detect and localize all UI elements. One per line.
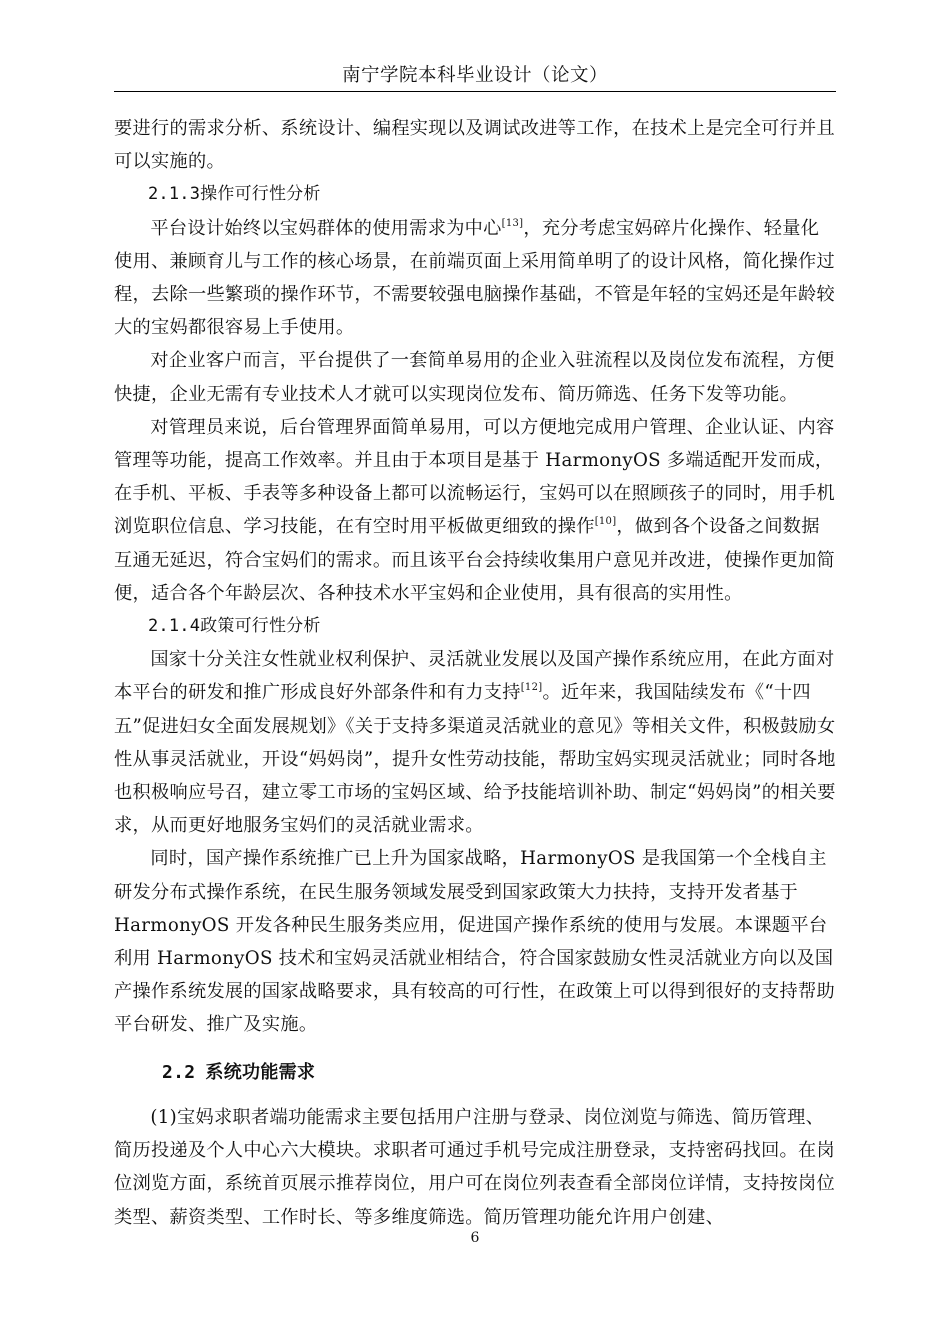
page-number: 6 — [470, 1230, 480, 1246]
paragraph-text: ，做到各个设备之间数据互通无延迟，符合宝妈们的需求。而且该平台会持续收集用户意见并改进，使操作更加简便，适合各个年龄层次、各种技术水平宝妈和企业使用，具有很高的实用性。 — [114, 516, 836, 604]
section-number: 2.2 — [162, 1061, 196, 1083]
paragraph-text: 对管理员来说，后台管理界面简单易用，可以方便地完成用户管理、企业认证、内容管理等功能，提高工作效率。并且由于本项目是基于 HarmonyOS 多端适配开发而成，在手机、平板、手表等多种设备上都可以流畅运行，宝妈可以在照顾孩子的同时，用手机浏览职位信息、学习技能，在有空时用平板做更细致的操作 — [114, 416, 836, 538]
section-heading-2-1-4: 2.1.4政策可行性分析 — [148, 616, 321, 637]
paragraph-harmonyos: 同时，国产操作系统推广已上升为国家战略，HarmonyOS 是我国第一个全栈自主研发分布式操作系统，在民生服务领域发展受到国家政策大力扶持，支持开发者基于 HarmonyOS 开发各种民生服务类应用，促进国产操作系统的使用与发展。本课题平台利用 HarmonyOS 技术和宝妈灵活就业相结合，符合国家鼓励女性灵活就业方向以及国产操作系统发展的国家战略要求，具有较高的可行性，在政策上可以得到很好的支持帮助平台研发、推广及实施。 — [114, 848, 836, 1036]
citation-ref-12: [12] — [520, 682, 543, 694]
paragraph-text: 。近年来，我国陆续发布《“十四五”促进妇女全面发展规划》《关于支持多渠道灵活就业的意见》等相关文件，积极鼓励女性从事灵活就业，开设“妈妈岗”，提升女性劳动技能，帮助宝妈实现灵活就业；同时各地也积极响应号召，建立零工市场的宝妈区域、给予技能培训补助、制定“妈妈岗”的相关要求，从而更好地服务宝妈们的灵活就业需求。 — [114, 682, 836, 837]
paragraph-job-seeker-requirements: (1)宝妈求职者端功能需求主要包括用户注册与登录、岗位浏览与筛选、简历管理、简历投递及个人中心六大模块。求职者可通过手机号完成注册登录，支持密码找回。在岗位浏览方面，系统首页展示推荐岗位，用户可在岗位列表查看全部岗位详情，支持按岗位类型、薪资类型、工作时长、等多维度筛选。简历管理功能允许用户创建、 — [114, 1106, 836, 1228]
paragraph-enterprise: 对企业客户而言，平台提供了一套简单易用的企业入驻流程以及岗位发布流程，方便快捷，企业无需有专业技术人才就可以实现岗位发布、简历筛选、任务下发等功能。 — [114, 350, 835, 405]
header-divider — [114, 91, 836, 92]
page-header-title: 南宁学院本科毕业设计（论文） — [341, 65, 608, 86]
citation-ref-10: [10] — [594, 516, 617, 528]
paragraph-text: 平台设计始终以宝妈群体的使用需求为中心 — [150, 217, 502, 239]
section-heading-2-1-3: 2.1.3操作可行性分析 — [148, 184, 321, 205]
paragraph-policy — [114, 643, 836, 842]
paragraph-continuation: 要进行的需求分析、系统设计、编程实现以及调试改进等工作，在技术上是完全可行并且可以实施的。 — [114, 118, 836, 173]
paragraph-admin — [114, 411, 836, 610]
section-title: 系统功能需求 — [205, 1061, 316, 1083]
body-text — [114, 112, 836, 1234]
paragraph-text: 国家十分关注女性就业权利保护、灵活就业发展以及国产操作系统应用，在此方面对本平台的研发和推广形成良好外部条件和有力支持 — [114, 649, 835, 704]
paragraph-ux-design — [114, 212, 836, 345]
citation-ref-13: [13] — [501, 217, 524, 229]
paragraph-text: ，充分考虑宝妈碎片化操作、轻量化使用、兼顾育儿与工作的核心场景，在前端页面上采用简单明了的设计风格，简化操作过程，去除一些繁琐的操作环节，不需要较强电脑操作基础，不管是年轻的宝妈还是年龄较大的宝妈都很容易上手使用。 — [114, 217, 836, 339]
section-heading-2-2 — [114, 1056, 836, 1089]
